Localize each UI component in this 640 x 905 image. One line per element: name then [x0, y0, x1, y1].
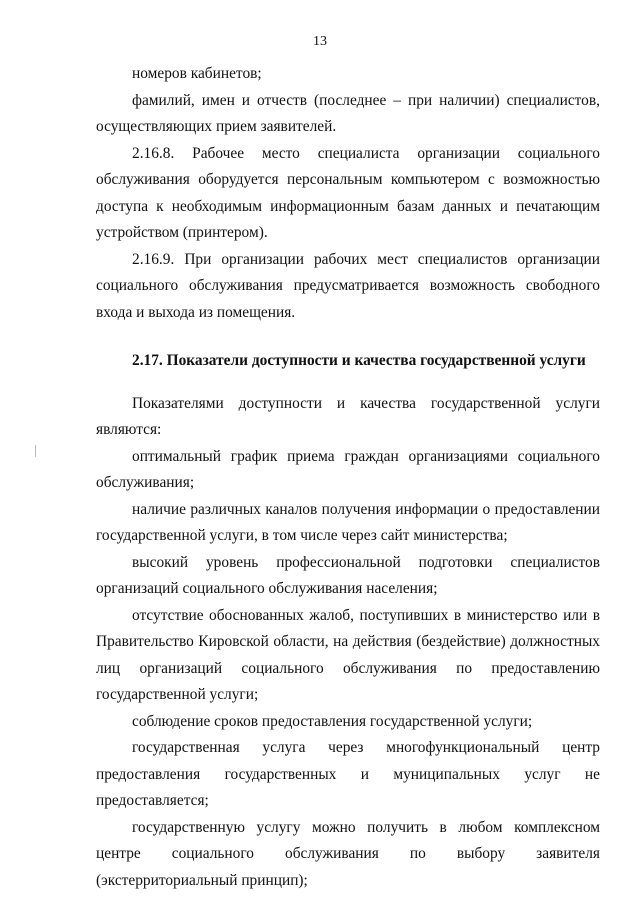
- paragraph-deadlines: соблюдение сроков предоставления государственной услуги;: [132, 712, 533, 730]
- paragraph-specialist-names: фамилий, имен и отчеств (последнее – при наличии) специалистов, осуществляющих прием заявителей.: [96, 91, 600, 135]
- margin-mark: [35, 445, 36, 457]
- paragraph-cabinet-numbers: номеров кабинетов;: [132, 65, 262, 82]
- paragraph-indicators-intro: Показателями доступности и качества государственной услуги являются:: [96, 394, 600, 438]
- body-text: [96, 61, 600, 894]
- paragraph-mfc: государственная услуга через многофункциональный центр предоставления государственных и муниципальных услуг не предоставляется;: [96, 739, 600, 809]
- paragraph-schedule: оптимальный график приема граждан организациями социального обслуживания;: [96, 447, 600, 491]
- paragraph-info-channels: наличие различных каналов получения информации о предоставлении государственной услуги, в том числе через сайт министерства;: [96, 500, 600, 544]
- paragraph-complaints: отсутствие обоснованных жалоб, поступивших в министерство или в Правительство Кировской области, на действия (бездействие) должностных лиц организаций социального обслуживания по предоставлению государственной услуги;: [96, 606, 600, 703]
- paragraph-training: высокий уровень профессиональной подготовки специалистов организаций социального обслуживания населения;: [96, 553, 600, 597]
- section-heading-2-17: 2.17. Показатели доступности и качества государственной услуги: [132, 352, 586, 369]
- paragraph-extraterritorial: государственную услугу можно получить в любом комплексном центре социального обслуживания по выбору заявителя (экстерриториальный принцип);: [96, 818, 600, 889]
- paragraph-2-16-9: 2.16.9. При организации рабочих мест специалистов организации социального обслуживания предусматривается возможность свободного входа и выхода из помещения.: [96, 250, 600, 321]
- paragraph-2-16-8: 2.16.8. Рабочее место специалиста организации социального обслуживания оборудуется персональным компьютером с возможностью доступа к необходимым информационным базам данных и печатающим устройством (принтером).: [96, 144, 600, 241]
- page-number: 13: [313, 34, 327, 49]
